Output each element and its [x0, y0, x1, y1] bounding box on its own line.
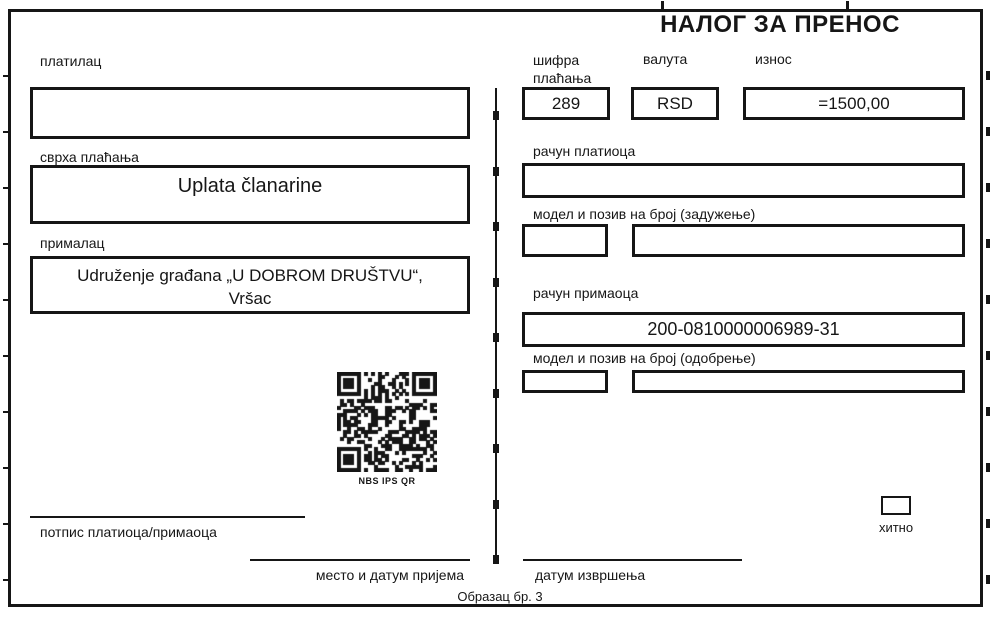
tick-mark [986, 575, 990, 584]
purpose-label: сврха плаћања [40, 149, 139, 165]
urgent-checkbox[interactable] [881, 496, 911, 515]
tick-mark [3, 187, 9, 189]
tick-mark [986, 183, 990, 192]
model-debit-label: модел и позив на број (задужење) [533, 206, 756, 222]
tick-mark [986, 407, 990, 416]
reference-debit-field[interactable] [632, 224, 965, 257]
tick-mark [986, 463, 990, 472]
form-title: НАЛОГ ЗА ПРЕНОС [660, 11, 900, 38]
model-credit-field[interactable] [522, 370, 608, 393]
qr-code [337, 372, 437, 472]
currency-field[interactable]: RSD [631, 87, 719, 120]
form-number: Образац бр. 3 [457, 589, 543, 604]
payment-code-label-line1: шифра [533, 52, 580, 68]
signature-line [30, 516, 305, 518]
tick-mark [3, 299, 9, 301]
execution-date-label: датум извршења [535, 567, 646, 583]
tick-mark [3, 467, 9, 469]
payer-account-label: рачун платиоца [533, 143, 636, 159]
recipient-account-field[interactable]: 200-0810000006989-31 [522, 312, 965, 347]
execution-date-line [523, 559, 742, 561]
currency-label: валута [643, 51, 688, 67]
tick-mark [661, 1, 664, 9]
payer-account-field[interactable] [522, 163, 965, 198]
tick-mark [986, 295, 990, 304]
tick-mark [986, 239, 990, 248]
tick-mark [986, 519, 990, 528]
model-credit-label: модел и позив на број (одобрење) [533, 350, 756, 366]
purpose-field[interactable]: Uplata članarine [30, 165, 470, 224]
tick-mark [986, 351, 990, 360]
qr-caption: NBS IPS QR [358, 476, 416, 486]
payment-code-label-line2: плаћања [533, 70, 592, 86]
tick-mark [3, 355, 9, 357]
payment-code-field[interactable]: 289 [522, 87, 610, 120]
recipient-line2: Vršac [228, 289, 272, 308]
tick-mark [3, 131, 9, 133]
tick-mark [3, 243, 9, 245]
payer-label: платилац [40, 53, 102, 69]
payer-field[interactable] [30, 87, 470, 139]
model-debit-field[interactable] [522, 224, 608, 257]
recipient-field[interactable] [30, 256, 470, 314]
tick-mark [3, 579, 9, 581]
tick-mark [3, 523, 9, 525]
tick-mark [986, 127, 990, 136]
recipient-label: прималац [40, 235, 105, 251]
tick-mark [3, 75, 9, 77]
place-date-line [250, 559, 470, 561]
amount-field[interactable]: =1500,00 [743, 87, 965, 120]
tick-mark [986, 71, 990, 80]
place-date-label: место и датум пријема [315, 567, 464, 583]
recipient-line1: Udruženje građana „U DOBROM DRUŠTVU“, [77, 266, 423, 285]
center-divider [495, 88, 497, 557]
recipient-account-label: рачун примаоца [533, 285, 639, 301]
payment-code-label [533, 51, 591, 87]
tick-mark [846, 1, 849, 9]
urgent-label: хитно [878, 520, 914, 535]
reference-credit-field[interactable] [632, 370, 965, 393]
tick-mark [3, 411, 9, 413]
amount-label: износ [755, 51, 792, 67]
signature-label: потпис платиоца/примаоца [40, 524, 217, 540]
